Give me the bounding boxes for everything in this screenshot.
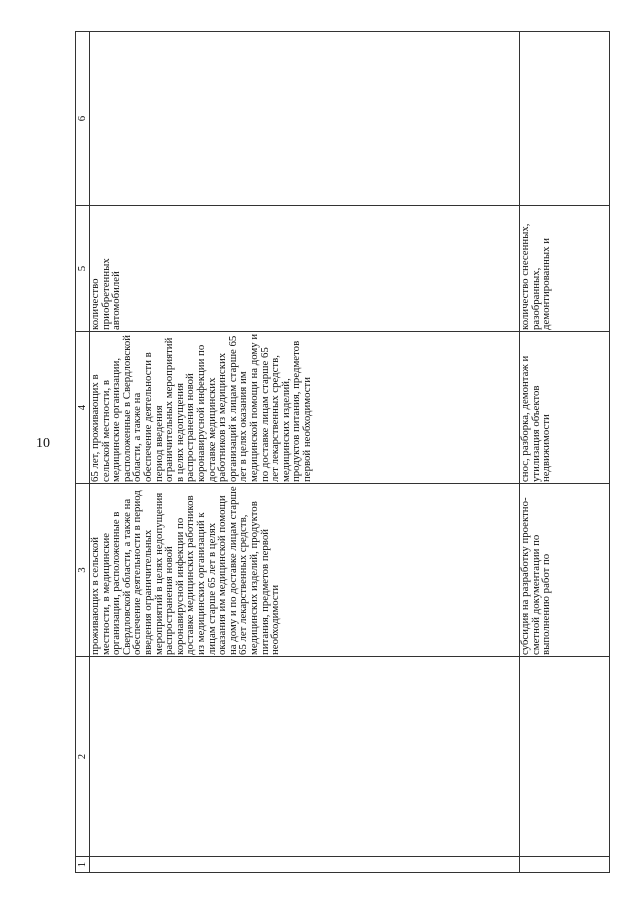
cell-row1-col5: количество приобретенных автомобилей — [90, 206, 520, 332]
cell-row1-col1 — [90, 857, 520, 873]
cell-row1-col3: проживающих в сельской местности, в медицинские организации, расположенные в Свердловской области, а также на обеспечение деятельности в период введения ограничительных мероприятий в целях недопущения распространения новой коронавирусной инфекции по доставке медицинских работников из медицинских организаций к лицам старше 65 лет в целях оказания им медицинской помощи на дому и по доставке лицам старше 65 лет лекарственных средств, медицинских изделий, продуктов питания, предметов первой необходимости — [90, 484, 520, 657]
table-header-row — [76, 32, 90, 873]
header-col-5: 5 — [76, 206, 90, 332]
cell-row2-col6 — [520, 32, 610, 206]
rotated-table-container — [75, 32, 610, 873]
page-number: 10 — [36, 436, 50, 451]
header-col-3: 3 — [76, 484, 90, 657]
table-row — [520, 32, 610, 873]
cell-row2-col5: количество снесенных, разобранных, демонтированных и — [520, 206, 610, 332]
cell-row2-col3: субсидия на разработку проектно-сметной документации по выполнению работ по — [520, 484, 610, 657]
table-row — [90, 32, 520, 873]
header-col-2: 2 — [76, 657, 90, 857]
header-col-4: 4 — [76, 332, 90, 484]
header-col-1: 1 — [76, 857, 90, 873]
cell-row2-col2 — [520, 657, 610, 857]
cell-row2-col1 — [520, 857, 610, 873]
cell-row1-col2 — [90, 657, 520, 857]
data-table — [75, 31, 610, 873]
header-col-6: 6 — [76, 32, 90, 206]
cell-row1-col6 — [90, 32, 520, 206]
cell-row2-col4: снос, разборка, демонтаж и утилизация объектов недвижимости — [520, 332, 610, 484]
cell-row1-col4: 65 лет, проживающих в сельской местности, в медицинские организации, расположенные в Свердловской области, а также на обеспечение деятельности в период введения ограничительных мероприятий в целях недопущения распространения новой коронавирусной инфекции по доставке медицинских работников из медицинских организаций к лицам старше 65 лет в целях оказания им медицинской помощи на дому и по доставке лицам старше 65 лет лекарственных средств, медицинских изделий, продуктов питания, предметов первой необходимости — [90, 332, 520, 484]
